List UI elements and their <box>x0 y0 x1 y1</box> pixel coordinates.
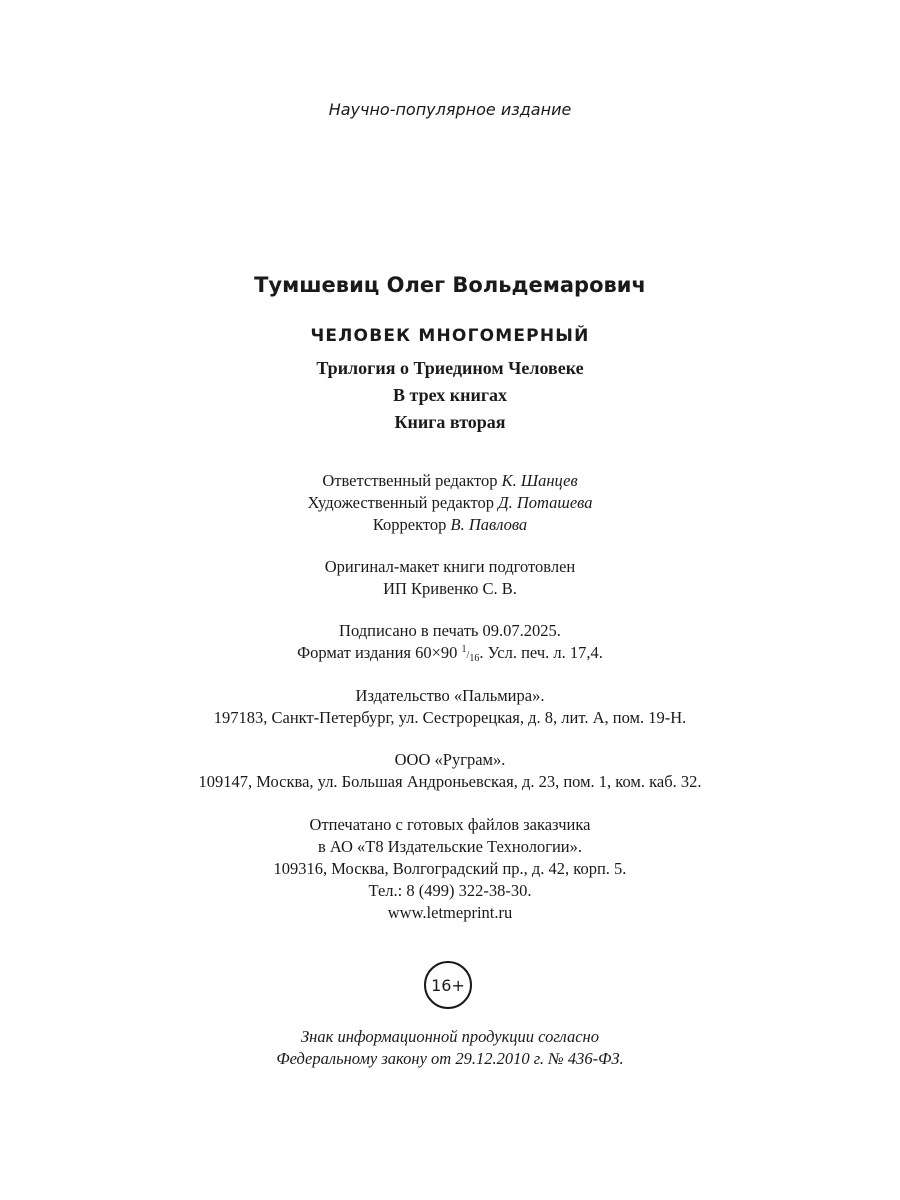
printer-line2: в АО «Т8 Издательские Технологии». <box>317 837 583 856</box>
publisher-address: 197183, Санкт-Петербург, ул. Сестрорецкая, д. 8, лит. А, пом. 19-Н. <box>213 708 687 727</box>
layout-credit-line2: ИП Кривенко С. В. <box>383 579 517 598</box>
format-fraction: $^1/_{16}$ <box>461 644 480 664</box>
printer-website: www.letmeprint.ru <box>387 903 513 922</box>
info-notice-line1: Знак информационной продукции согласно <box>301 1027 599 1046</box>
company-address: 109147, Москва, ул. Большая Андроньевская, д. 23, пом. 1, ком. каб. 32. <box>198 772 702 791</box>
editor-line-art <box>0 493 900 513</box>
editor-line-proofreader <box>0 515 900 535</box>
editor-line-responsible <box>0 471 900 491</box>
format-suffix: . Усл. печ. л. 17,4. <box>479 643 603 662</box>
series-subtitle: Трилогия о Триедином Человеке <box>316 358 584 378</box>
format-denominator: 16 <box>469 653 480 664</box>
editor-role: Художественный редактор <box>307 493 494 512</box>
signed-to-print: Подписано в печать 09.07.2025. <box>339 621 561 640</box>
editor-name: Д. Поташева <box>498 493 593 512</box>
printer-line1: Отпечатано с готовых файлов заказчика <box>309 815 591 834</box>
format-numerator: 1 <box>461 644 467 655</box>
print-format <box>0 643 900 664</box>
author-name: Тумшевиц Олег Вольдемарович <box>254 273 646 297</box>
layout-credit-line1: Оригинал-макет книги подготовлен <box>324 557 576 576</box>
format-prefix: Формат издания 60×90 <box>297 643 458 662</box>
printer-phone: Тел.: 8 (499) 322-38-30. <box>368 881 532 900</box>
editor-role: Корректор <box>372 515 447 534</box>
editor-name: В. Павлова <box>450 515 528 534</box>
info-notice-line2: Федеральному закону от 29.12.2010 г. № 436-ФЗ. <box>276 1049 624 1068</box>
age-rating-badge: 16+ <box>424 961 472 1009</box>
printer-address: 109316, Москва, Волгоградский пр., д. 42, корп. 5. <box>273 859 627 878</box>
editor-role: Ответственный редактор <box>322 471 498 490</box>
publisher-name: Издательство «Пальмира». <box>355 686 545 705</box>
editor-name: К. Шанцев <box>501 471 578 490</box>
edition-type: Научно-популярное издание <box>328 100 572 119</box>
volumes-subtitle: В трех книгах <box>393 385 507 405</box>
company-name: ООО «Руграм». <box>394 750 506 769</box>
book-title: ЧЕЛОВЕК МНОГОМЕРНЫЙ <box>310 326 590 346</box>
book-number-subtitle: Книга вторая <box>394 412 506 432</box>
